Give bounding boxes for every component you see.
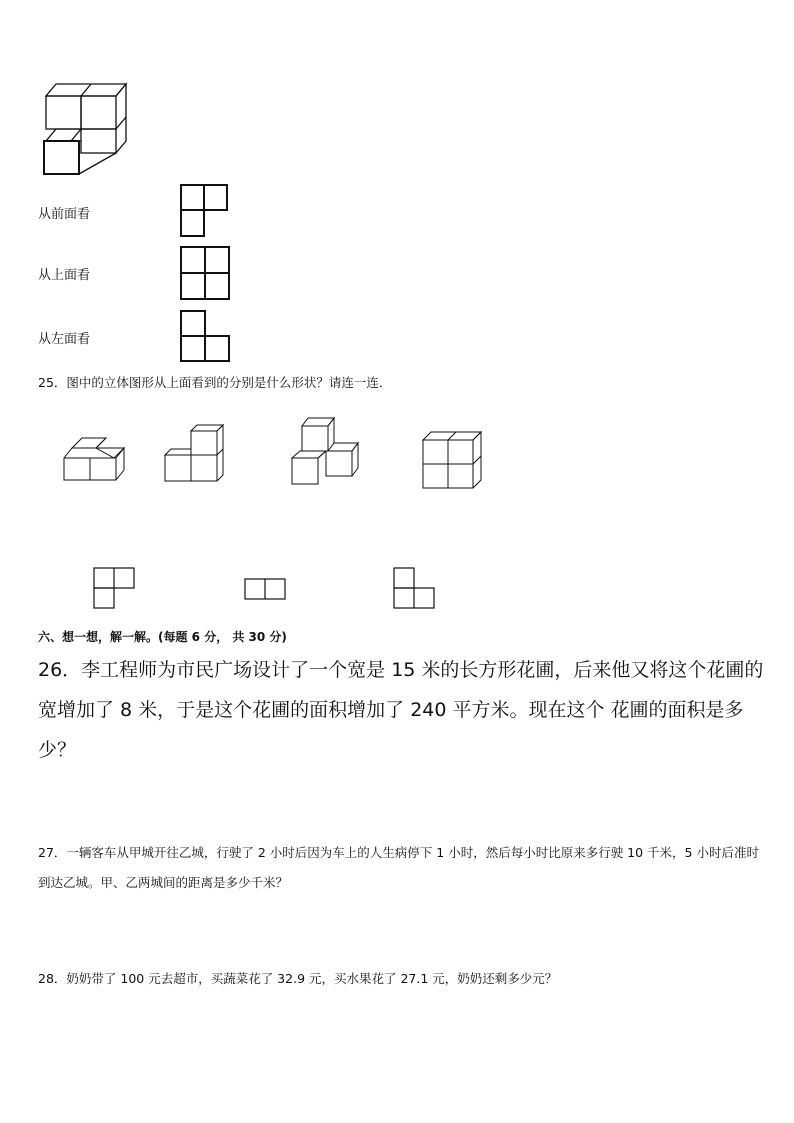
top-view-option-1 [93, 567, 137, 611]
question-28: 28．奶奶带了 100 元去超市，买蔬菜花了 32.9 元，买水果花了 27.1 元，奶奶还剩多少元？ [38, 971, 558, 986]
solid-figure-3 [292, 416, 362, 486]
top-view-option-2 [244, 578, 288, 602]
front-view-grid [180, 184, 230, 238]
question-26: 26．李工程师为市民广场设计了一个宽是 15 米的长方形花圃，后来他又将这个花圃的宽增加了 8 米，于是这个花圃的面积增加了 240 平方米。现在这个 花圃的面积是多少？ [38, 659, 764, 761]
solid-figure-4 [421, 430, 483, 492]
view-label-top: 从上面看 [38, 268, 91, 283]
top-view-grid [180, 246, 232, 302]
solid-figure-2 [165, 423, 227, 485]
top-view-option-3 [393, 567, 437, 611]
cube-solid-figure [40, 80, 132, 175]
question-27: 27．一辆客车从甲城开往乙城，行驶了 2 小时后因为车上的人生病停下 1 小时，然后每小时比原来多行驶 10 千米，5 小时后准时到达乙城。甲、乙两城间的距离是多少千米？ [38, 845, 759, 890]
question-25: 25．图中的立体图形从上面看到的分别是什么形状？请连一连． [38, 375, 392, 390]
section-6-title: 六、想一想，解一解。(每题 6 分， 共 30 分) [38, 630, 287, 644]
solid-figure-1 [64, 436, 128, 482]
view-label-front: 从前面看 [38, 207, 91, 222]
left-view-grid [180, 310, 232, 364]
view-label-left: 从左面看 [38, 332, 91, 347]
